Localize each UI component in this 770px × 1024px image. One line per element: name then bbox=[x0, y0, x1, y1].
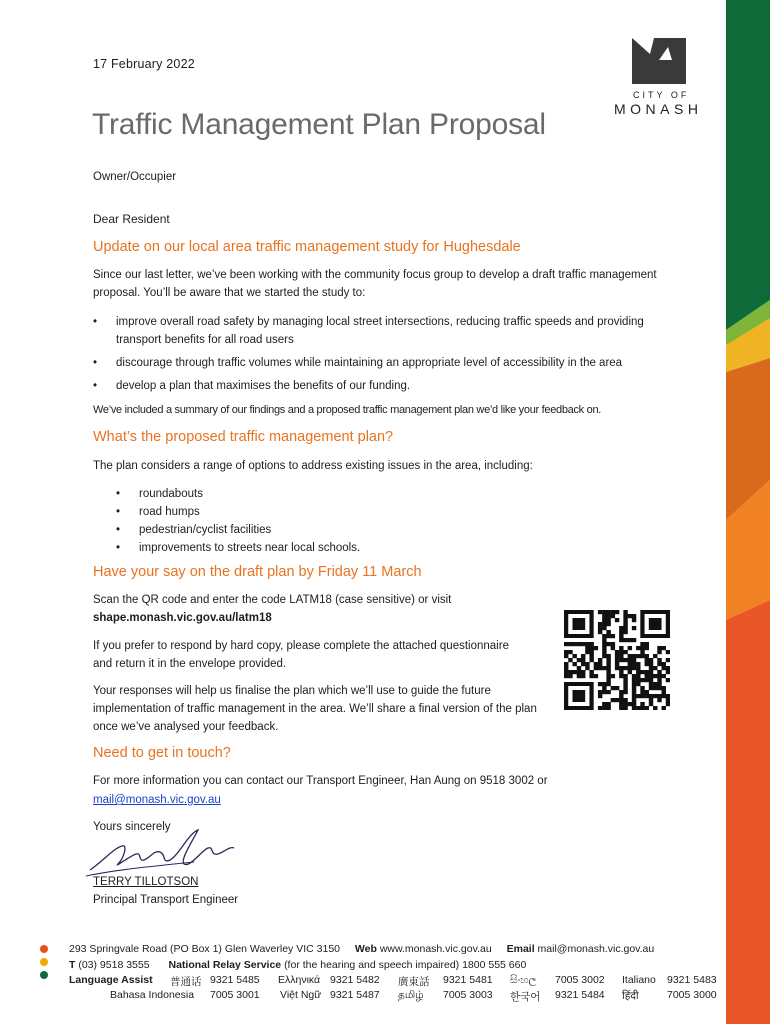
heading-plan: What’s the proposed traffic management plan? bbox=[93, 429, 394, 445]
footer-web-label: Web bbox=[354, 943, 377, 955]
footer-dot-yellow bbox=[40, 958, 48, 966]
closing: Yours sincerely bbox=[93, 821, 171, 833]
lang-number: 7005 3002 bbox=[555, 974, 605, 986]
lang-name: 한국어 bbox=[510, 991, 541, 1003]
footer-language-label: Language Assist bbox=[69, 974, 153, 986]
footer-relay-label: National Relay Service bbox=[168, 959, 282, 971]
lang-number: 9321 5487 bbox=[330, 989, 380, 1001]
list-item: • improve overall road safety by managing local street intersections, reducing traffic speeds and providing transport benefits for all road users bbox=[93, 313, 683, 349]
side-color-band bbox=[726, 0, 770, 1024]
footer-phone: (03) 9518 3555 bbox=[78, 959, 150, 971]
footer-phone-label: T bbox=[69, 959, 76, 971]
lang-number: 7005 3003 bbox=[443, 989, 493, 1001]
contact-text: For more information you can contact our Transport Engineer, Han Aung on 9518 3002 or bbox=[93, 775, 548, 787]
footer-address-row bbox=[69, 943, 654, 955]
list-item: • improvements to streets near local schools. bbox=[116, 539, 616, 557]
survey-url-link[interactable]: shape.monash.vic.gov.au/latm18 bbox=[93, 612, 272, 624]
lang-number: 7005 3001 bbox=[210, 989, 260, 1001]
footer-relay: (for the hearing and speech impaired) 1800 555 660 bbox=[284, 959, 527, 971]
footer-dot-green bbox=[40, 971, 48, 979]
logo-city-of: CITY OF bbox=[633, 90, 690, 100]
salutation: Dear Resident bbox=[93, 212, 170, 226]
lang-number: 9321 5485 bbox=[210, 974, 260, 986]
lang-number: 7005 3000 bbox=[667, 989, 717, 1001]
lang-number: 9321 5482 bbox=[330, 974, 380, 986]
addressee: Owner/Occupier bbox=[93, 171, 177, 183]
qr-code-icon[interactable] bbox=[564, 610, 670, 710]
signatory-role: Principal Transport Engineer bbox=[93, 894, 239, 906]
signature-icon bbox=[84, 826, 244, 878]
lang-name: 普通话 bbox=[170, 976, 202, 988]
lang-name: हिंदी bbox=[622, 990, 639, 1002]
email-link[interactable]: mail@monash.vic.gov.au bbox=[93, 794, 221, 806]
footer-web-link[interactable]: www.monash.vic.gov.au bbox=[379, 943, 492, 955]
city-of-monash-logo-icon bbox=[632, 38, 686, 84]
lang-number: 9321 5481 bbox=[443, 974, 493, 986]
footer-phone-row bbox=[69, 959, 526, 971]
letter-date: 17 February 2022 bbox=[93, 57, 195, 71]
lang-name: Việt Ngữ bbox=[280, 989, 322, 1001]
hardcopy-text: If you prefer to respond by hard copy, please complete the attached questionnaire and return it in the envelope provided. bbox=[93, 640, 509, 670]
lang-name: සිංහල bbox=[510, 974, 537, 986]
lang-name: Italiano bbox=[622, 974, 656, 986]
lang-name: Bahasa Indonesia bbox=[110, 989, 195, 1001]
plan-intro: The plan considers a range of options to address existing issues in the area, including: bbox=[93, 460, 533, 472]
footer-dot-red bbox=[40, 945, 48, 953]
lang-number: 9321 5484 bbox=[555, 989, 605, 1001]
list-item: • develop a plan that maximises the benefits of our funding. bbox=[93, 377, 683, 395]
footer-email-label: Email bbox=[506, 943, 535, 955]
scan-instructions: Scan the QR code and enter the code LATM18 (case sensitive) or visit bbox=[93, 594, 452, 606]
footer-email-link[interactable]: mail@monash.vic.gov.au bbox=[537, 943, 655, 955]
list-item: • discourage through traffic volumes while maintaining an appropriate level of accessibility in the area bbox=[93, 354, 683, 372]
lang-name: தமிழ் bbox=[398, 989, 424, 1001]
list-item: • roundabouts bbox=[116, 485, 616, 503]
lang-number: 9321 5483 bbox=[667, 974, 717, 986]
lang-name: Ελληνικά bbox=[278, 974, 321, 986]
heading-have-your-say: Have your say on the draft plan by Friday 11 March bbox=[93, 564, 422, 580]
heading-update: Update on our local area traffic management study for Hughesdale bbox=[93, 239, 521, 255]
lang-name: 廣東話 bbox=[398, 976, 430, 988]
update-intro: Since our last letter, we’ve been working with the community focus group to develop a draft traffic management proposal. You’ll be aware that we started the study to: bbox=[93, 269, 657, 299]
list-item: • pedestrian/cyclist facilities bbox=[116, 521, 616, 539]
responses-text: Your responses will help us finalise the plan which we’ll use to guide the future implementation of traffic management in the area. We’ll share a final version of the plan once we’ve analysed your feedback. bbox=[93, 685, 537, 733]
signatory-name: TERRY TILLOTSON bbox=[93, 876, 199, 888]
update-summary: We’ve included a summary of our findings and a proposed traffic management plan we’d like your feedback on. bbox=[93, 404, 602, 416]
heading-contact: Need to get in touch? bbox=[93, 745, 231, 761]
plan-bullet-list bbox=[116, 485, 616, 557]
page-title: Traffic Management Plan Proposal bbox=[92, 108, 546, 141]
update-bullet-list bbox=[93, 313, 683, 395]
logo-monash: MONASH bbox=[614, 101, 703, 117]
list-item: • road humps bbox=[116, 503, 616, 521]
footer-address: 293 Springvale Road (PO Box 1) Glen Waverley VIC 3150 bbox=[69, 943, 340, 955]
